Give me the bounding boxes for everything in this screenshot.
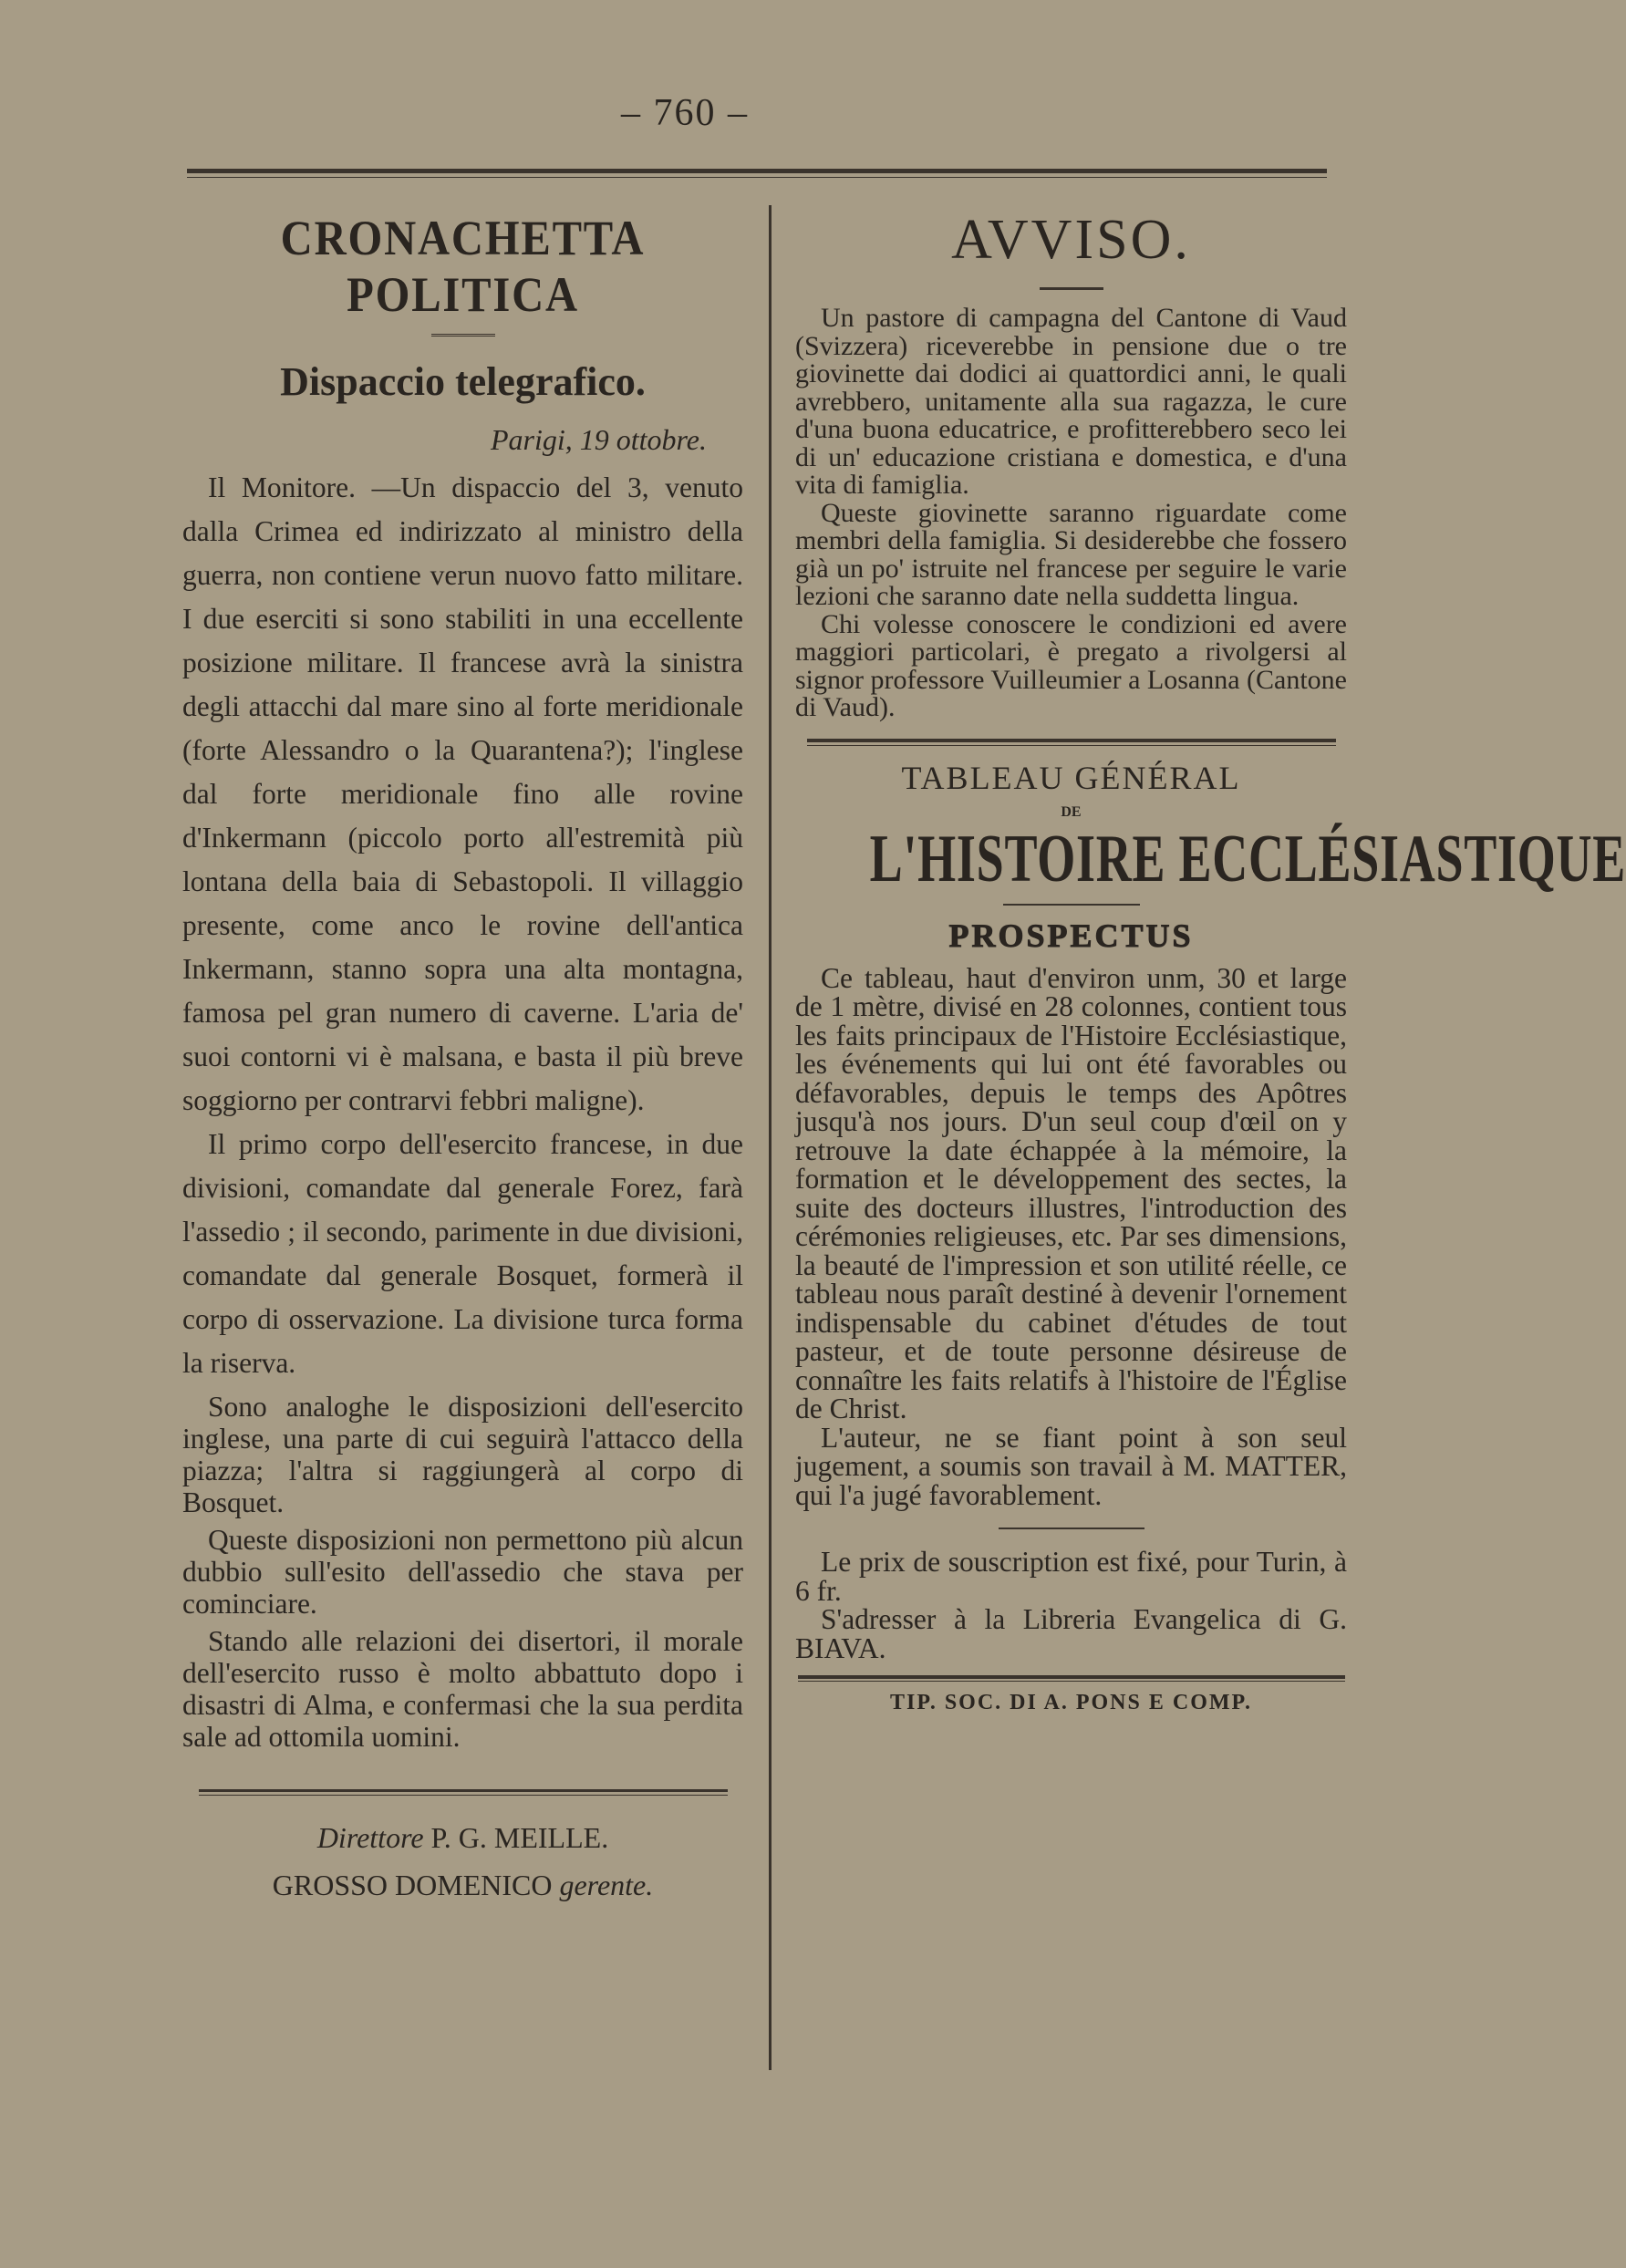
imprint-rule [798,1675,1345,1682]
column-divider [769,205,772,2070]
avviso-rule [1040,287,1103,290]
paragraph: Queste giovinette saranno riguardate come membri della famiglia. Si desiderebbe che fossero già un po' istruite nel francese per seguire le varie lezioni che saranno date nella suddetta lingua. [795,497,1347,611]
price-rule [999,1528,1144,1529]
signature-director [182,1814,743,1861]
tableau-de: DE [1061,803,1082,820]
director-label: Direttore [316,1821,424,1854]
paragraph: Sono analoghe le disposizioni dell'esercito inglese, una parte di cui seguirà l'attacco della piazza; l'altra si raggiungerà al corpo di Bosquet. [182,1391,743,1518]
paragraph: Il primo corpo dell'esercito francese, in due divisioni, comandate dal generale Forez, farà l'assedio ; il secondo, parimente in due divisioni, comandate dal generale Bosquet, formerà il corpo di osservazione. La divisione turca forma la riserva. [182,1128,743,1379]
dateline: Parigi, 19 ottobre. [490,423,707,456]
paragraph: S'adresser à la Libreria Evangelica di G. BIAVA. [795,1603,1347,1664]
page-number: – 760 – [621,92,749,134]
section-subtitle: Dispaccio telegrafico. [280,359,646,404]
avviso-title: AVVISO. [951,209,1191,271]
paragraph: Stando alle relazioni dei disertori, il morale dell'esercito russo è molto abbattuto dopo i disastri di Alma, e confermasi che la sua perdita sale ad ottomila uomini. [182,1625,743,1753]
section-rule [807,739,1336,746]
paragraph: Chi volesse conoscere le condizioni ed avere maggiori particolari, è pregato a rivolgersi al signor professore Vuilleumier a Losanna (Cantone di Vaud). [795,608,1347,722]
section-title: CRONACHETTA POLITICA [280,211,646,322]
paragraph: Ce tableau, haut d'environ unm, 30 et large de 1 mètre, divisé en 28 colonnes, contient tous les faits principaux de l'Histoire Ecclésiastique, les événements qui lui ont été favorables ou défavorables, depuis le temps des Apôtres jusqu'à nos jours. D'un seul coup d'œil on y retrouve la date échappée à la mémoire, la formation et le développement des sectes, la suite des docteurs illustres, l'introduction des cérémonies religieuses, etc. Par ses dimensions, la beauté de l'impression et son utilité réelle, ce tableau nous paraît destiné à devenir l'ornement indispensable du cabinet d'études de tout pasteur, et de toute personne désireuse de connaître les faits relatifs à l'histoire de l'Église de Christ. [795,961,1347,1424]
histoire-title: L'HISTOIRE ECCLÉSIASTIQUE [869,821,1626,896]
paragraph: Le prix de souscription est fixé, pour Turin, à 6 fr. [795,1546,1347,1607]
signature-rule [199,1789,728,1796]
left-column [182,201,743,1909]
header-rule [187,169,1327,178]
right-column [795,201,1626,1715]
histoire-rule [1003,904,1140,906]
gerente-label: gerente. [559,1869,654,1901]
gerente-name: GROSSO DOMENICO [272,1869,553,1901]
tableau-title: TABLEAU GÉNÉRAL [901,759,1241,796]
prospectus-heading: PROSPECTUS [948,917,1194,954]
imprint: TIP. SOC. DI A. PONS E COMP. [890,1691,1252,1714]
signature-gerente [182,1861,743,1909]
title-rule [431,334,495,337]
paragraph: Un pastore di campagna del Cantone di Vaud (Svizzera) riceverebbe in pensione due o tre giovinette dai dodici ai quattordici anni, le quali avrebbero, unitamente alla sua ragazza, le cure d'una buona educatrice, e profitterebbero seco lei di un' educazione cristiana e domestica, e d'una vita di famiglia. [795,303,1347,500]
paragraph: Il Monitore. —Un dispaccio del 3, venuto dalla Crimea ed indirizzato al ministro della guerra, non contiene verun nuovo fatto militare. I due eserciti si sono stabiliti in una eccellente posizione militare. Il francese avrà la sinistra degli attacchi dal mare sino al forte meridionale (forte Alessandro o la Quarantena?); l'inglese dal forte meridionale fino alle rovine d'Inkermann (piccolo porto all'estremità più lontana della baia di Sebastopoli. Il villaggio presente, come anco le rovine dell'antica Inkermann, stanno sopra una alta montagna, famosa pel gran numero di caverne. L'aria de' suoi contorni vi è malsana, e basta il più breve soggiorno per contrarvi febbri maligne). [182,471,743,1116]
director-name: P. G. MEILLE. [430,1821,609,1854]
paragraph: L'auteur, ne se fiant point à son seul jugement, a soumis son travail à M. MATTER, qui l'a jugé favorablement. [795,1421,1347,1511]
paragraph: Queste disposizioni non permettono più alcun dubbio sull'esito dell'assedio che stava per cominciare. [182,1524,743,1620]
